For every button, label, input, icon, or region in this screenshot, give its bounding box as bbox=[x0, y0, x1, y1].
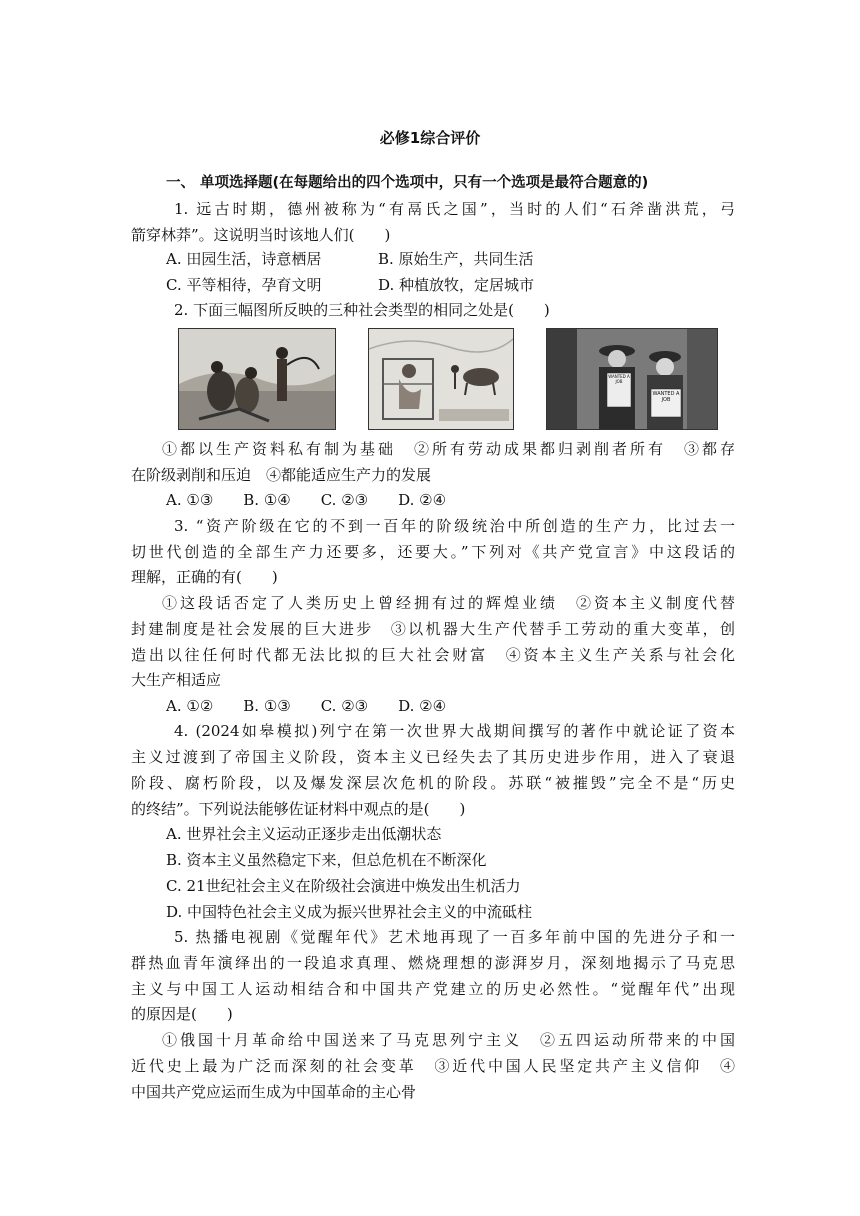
q4-option-b: B. 资本主义虽然稳定下来，但总危机在不断深化 bbox=[166, 851, 487, 869]
q5-statement-line1: ①俄国十月革命给中国送来了马克思列宁主义 ②五四运动所带来的中国 bbox=[162, 1031, 735, 1049]
q1-option-a: A. 田园生活，诗意栖居 bbox=[166, 250, 322, 268]
farming-weaving-image bbox=[368, 328, 514, 430]
q3-stem-line2: 切世代创造的全部生产力还要多，还要大。”下列对《共产党宣言》中这段话的 bbox=[131, 543, 735, 561]
q1-stem-line2: 箭穿林莽”。这说明当时该地人们( ) bbox=[131, 226, 391, 244]
q3-statement-line4: 大生产相适应 bbox=[131, 671, 222, 689]
q1-options-row1 bbox=[166, 246, 735, 272]
q4-option-a: A. 世界社会主义运动正逐步走出低潮状态 bbox=[166, 825, 442, 843]
sign-text-2: WANTED A JOB bbox=[652, 391, 680, 403]
slave-labor-illustration bbox=[179, 329, 335, 429]
q5-stem-line1: 5. 热播电视剧《觉醒年代》艺术地再现了一百多年前中国的先进分子和一 bbox=[174, 928, 735, 946]
q1-stem-line1: 1. 远古时期，德州被称为“有鬲氏之国”，当时的人们“石斧凿洪荒，弓 bbox=[174, 200, 735, 218]
q5-statement-line2: 近代史上最为广泛而深刻的社会变革 ③近代中国人民坚定共产主义信仰 ④ bbox=[131, 1057, 735, 1075]
q3-options: A. ①② B. ①③ C. ②③ D. ②④ bbox=[166, 697, 447, 715]
unemployed-workers-photo bbox=[547, 329, 717, 429]
q2-options: A. ①③ B. ①④ C. ②③ D. ②④ bbox=[166, 491, 447, 509]
slave-labor-image bbox=[178, 328, 336, 430]
section-heading: 一、 单项选择题(在每题给出的四个选项中，只有一个选项是最符合题意的) bbox=[166, 175, 649, 191]
q5-stem-line4: 的原因是( ) bbox=[131, 1005, 233, 1023]
q3-statement-line1: ①这段话否定了人类历史上曾经拥有过的辉煌业绩 ②资本主义制度代替 bbox=[162, 594, 735, 612]
q5-statement-line3: 中国共产党应运而生成为中国革命的主心骨 bbox=[131, 1083, 417, 1101]
q3-stem-line3: 理解，正确的有( ) bbox=[131, 568, 278, 586]
q3-statement-line2: 封建制度是社会发展的巨大进步 ③以机器大生产代替手工劳动的重大变革，创 bbox=[131, 620, 735, 638]
q4-stem-line1: 4. (2024如皋模拟)列宁在第一次世界大战期间撰写的著作中就论证了资本 bbox=[174, 722, 735, 740]
q1-option-b: B. 原始生产，共同生活 bbox=[378, 250, 534, 268]
q1-option-c: C. 平等相待，孕育文明 bbox=[166, 276, 322, 294]
q2-statement-line2: 在阶级剥削和压迫 ④都能适应生产力的发展 bbox=[131, 466, 432, 484]
q1-options-row2 bbox=[166, 272, 735, 298]
q5-stem-line2: 群热血青年演绎出的一段追求真理、燃烧理想的澎湃岁月，深刻地揭示了马克思 bbox=[131, 954, 735, 972]
unemployed-workers-image bbox=[546, 328, 718, 430]
q2-stem: 2. 下面三幅图所反映的三种社会类型的相同之处是( ) bbox=[174, 301, 550, 319]
q4-stem-line3: 阶段、腐朽阶段，以及爆发深层次危机的阶段。苏联“被摧毁”完全不是“历史 bbox=[131, 774, 735, 792]
q4-option-d: D. 中国特色社会主义成为振兴世界社会主义的中流砥柱 bbox=[166, 903, 533, 921]
q4-stem-line2: 主义过渡到了帝国主义阶段，资本主义已经失去了其历史进步作用，进入了衰退 bbox=[131, 748, 735, 766]
q3-stem-line1: 3. “资产阶级在它的不到一百年的阶级统治中所创造的生产力，比过去一 bbox=[174, 517, 735, 535]
q2-statement-line1: ①都以生产资料私有制为基础 ②所有劳动成果都归剥削者所有 ③都存 bbox=[162, 440, 735, 458]
page-title: 必修1综合评价 bbox=[379, 129, 481, 147]
q1-option-d: D. 种植放牧，定居城市 bbox=[378, 276, 535, 294]
q4-stem-line4: 的终结”。下列说法能够佐证材料中观点的是( ) bbox=[131, 800, 466, 818]
q5-stem-line3: 主义与中国工人运动相结合和中国共产党建立的历史必然性。“觉醒年代”出现 bbox=[131, 980, 735, 998]
sign-text-1: WANTED A JOB bbox=[608, 374, 630, 384]
q3-statement-line3: 造出以往任何时代都无法比拟的巨大社会财富 ④资本主义生产关系与社会化 bbox=[131, 646, 735, 664]
q4-option-c: C. 21世纪社会主义在阶级社会演进中焕发出生机活力 bbox=[166, 877, 521, 895]
farming-weaving-illustration bbox=[369, 329, 513, 429]
